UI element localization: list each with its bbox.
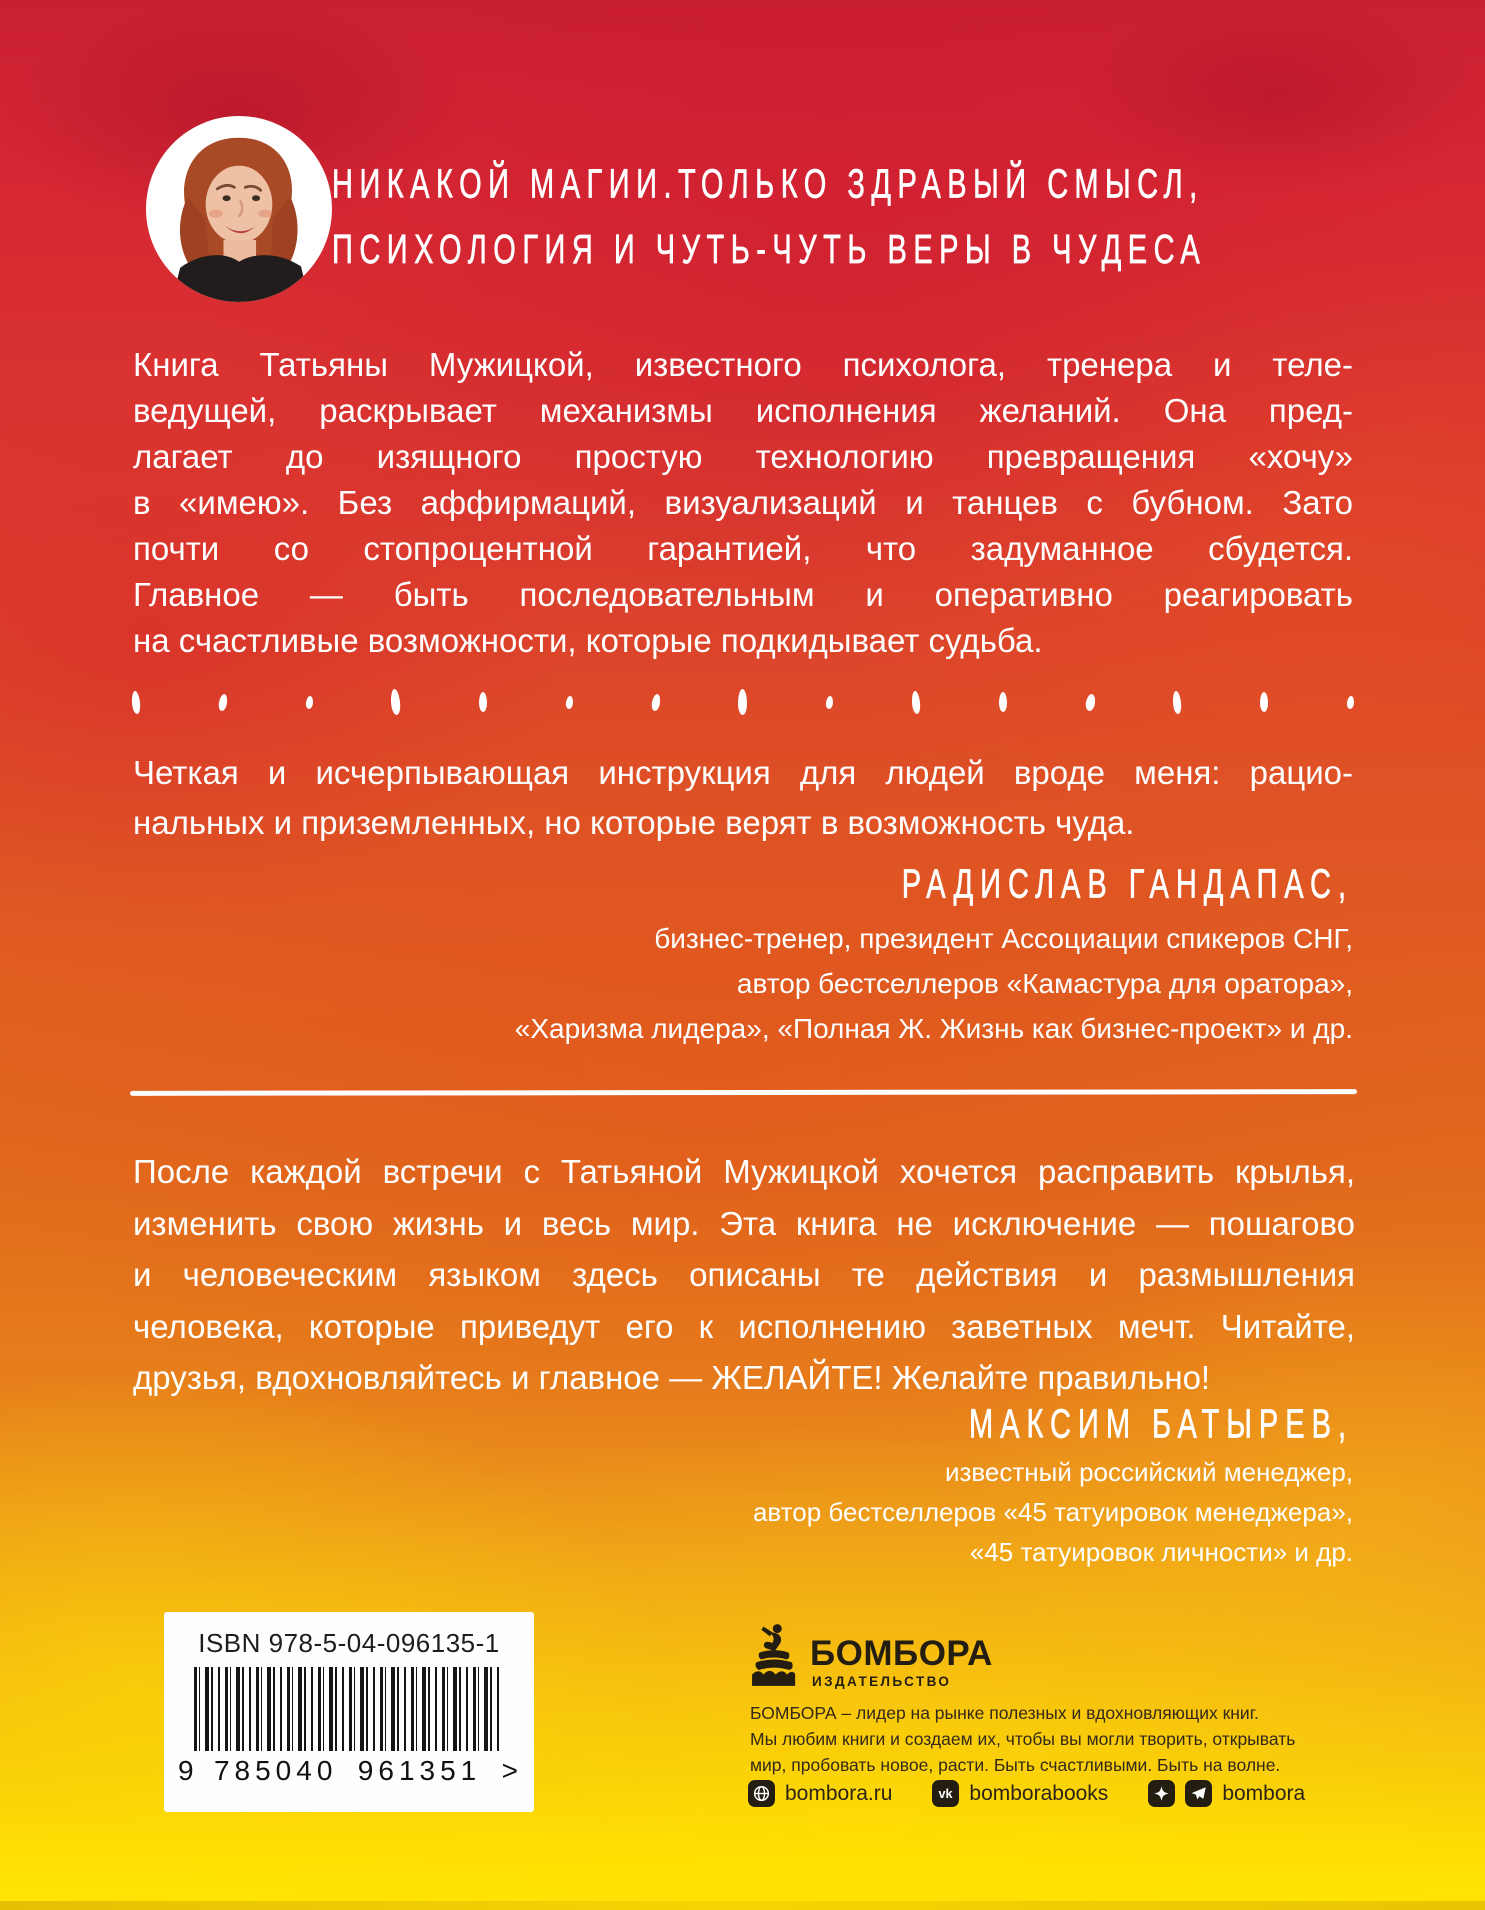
- dot-mark: [911, 690, 921, 714]
- publisher-subtitle: ИЗДАТЕЛЬСТВО: [812, 1674, 952, 1689]
- text-line: БОМБОРА – лидер на рынке полезных и вдохновляющих книг.: [750, 1703, 1259, 1723]
- endorsement-author-2-name: МАКСИМ БАТЫРЕВ,: [968, 1402, 1353, 1448]
- dot-mark: [650, 693, 661, 711]
- dot-mark: [390, 689, 401, 716]
- social-channels: [1148, 1780, 1305, 1807]
- publisher-description: [750, 1700, 1370, 1778]
- barcode-digit-prefix: 9: [178, 1755, 194, 1786]
- text-line: в «имею». Без аффирмаций, визуализаций и танцев с бубном. Зато: [133, 484, 1353, 521]
- social-website: [748, 1780, 892, 1807]
- isbn-box: [164, 1612, 534, 1812]
- endorsement-author-2: [133, 1402, 1353, 1448]
- text-line: почти со стопроцентной гарантией, что задуманное сбудется.: [133, 530, 1353, 567]
- publisher-name: БОМБОРА: [810, 1634, 993, 1673]
- dot-mark: [565, 695, 574, 709]
- dot-mark: [738, 689, 747, 715]
- dot-mark: [217, 693, 228, 711]
- text-line: и человеческим языком здесь описаны те действия и размышления: [133, 1256, 1355, 1293]
- endorsement-author-1: [133, 862, 1353, 908]
- endorsement-author-1-name: РАДИСЛАВ ГАНДАПАС,: [901, 862, 1353, 908]
- text-line: ведущей, раскрывает механизмы исполнения желаний. Она пред-: [133, 392, 1353, 429]
- text-line: на счастливые возможности, которые подкидывает судьба.: [133, 622, 1043, 659]
- bombora-surfer-logo-icon: [748, 1622, 800, 1688]
- dot-mark: [305, 695, 314, 709]
- dot-mark: [131, 690, 141, 714]
- text-line: человека, которые приведут его к исполнению заветных мечт. Читайте,: [133, 1307, 1355, 1345]
- dot-mark: [1260, 692, 1268, 712]
- tagline-line-2: ПСИХОЛОГИЯ И ЧУТЬ-ЧУТЬ ВЕРЫ В ЧУДЕСА: [332, 227, 1207, 273]
- section-divider: [130, 1089, 1357, 1095]
- text-line: лагает до изящного простую технологию превращения «хочу»: [133, 438, 1353, 475]
- text-line: нальных и приземленных, но которые верят в возможность чуда.: [133, 804, 1135, 841]
- dot-mark: [1172, 690, 1182, 714]
- barcode-digits: [178, 1755, 518, 1787]
- dot-mark: [1346, 695, 1355, 709]
- text-line: Мы любим книги и создаем их, чтобы вы могли творить, открывать: [750, 1729, 1296, 1749]
- text-line: Книга Татьяны Мужицкой, известного психолога, тренера и теле-: [133, 346, 1353, 383]
- dot-mark: [479, 692, 487, 712]
- text-line: мир, пробовать новое, расти. Быть счастливыми. Быть на волне.: [750, 1755, 1281, 1775]
- endorsement-quote-2: [133, 1146, 1355, 1404]
- vk-icon: [932, 1780, 959, 1807]
- svg-text:vk: vk: [938, 1787, 953, 1802]
- globe-icon: [748, 1780, 775, 1807]
- channels-label: bombora: [1222, 1781, 1306, 1805]
- dot-mark: [825, 695, 834, 709]
- text-line: Четкая и исчерпывающая инструкция для людей вроде меня: рацио-: [133, 754, 1353, 791]
- text-line: изменить свою жизнь и весь мир. Эта книга не исключение — пошагово: [133, 1204, 1355, 1242]
- barcode: [194, 1667, 504, 1751]
- text-line: бизнес-тренер, президент Ассоциации спикеров СНГ,: [654, 923, 1353, 954]
- zen-icon: [1148, 1780, 1175, 1807]
- text-line: известный российский менеджер,: [944, 1457, 1353, 1487]
- publisher-social-row: [748, 1780, 1305, 1807]
- endorsement-quote-1: [133, 748, 1353, 848]
- text-line: друзья, вдохновляйтесь и главное — ЖЕЛАЙТЕ! Желайте правильно!: [133, 1359, 1211, 1396]
- isbn-label: ISBN 978-5-04-096135-1: [198, 1628, 500, 1658]
- endorsement-credentials-1: [133, 916, 1353, 1051]
- endorsement-credentials-2: [133, 1452, 1353, 1572]
- social-vk: [932, 1780, 1108, 1807]
- dotted-divider: [132, 688, 1354, 716]
- text-line: автор бестселлеров «45 татуировок менеджера»,: [752, 1497, 1353, 1527]
- text-line: «Харизма лидера», «Полная Ж. Жизнь как бизнес-проект» и др.: [514, 1013, 1353, 1044]
- telegram-icon: [1185, 1780, 1212, 1807]
- tagline-line-1: НИКАКОЙ МАГИИ.ТОЛЬКО ЗДРАВЫЙ СМЫСЛ,: [332, 161, 1204, 208]
- website-label: bombora.ru: [785, 1781, 893, 1805]
- barcode-arrow: >: [501, 1755, 518, 1786]
- barcode-digit-group-1: 785040: [213, 1755, 338, 1786]
- text-line: «45 татуировок личности» и др.: [969, 1537, 1353, 1567]
- author-avatar: [146, 116, 332, 302]
- dot-mark: [1084, 693, 1096, 711]
- text-line: После каждой встречи с Татьяной Мужицкой хочется расправить крылья,: [133, 1153, 1355, 1190]
- text-line: Главное — быть последовательным и оперативно реагировать: [133, 576, 1353, 613]
- annotation-paragraph: [133, 342, 1353, 664]
- barcode-digit-group-2: 961351: [357, 1755, 482, 1786]
- vk-label: bomborabooks: [969, 1781, 1109, 1805]
- text-line: автор бестселлеров «Камастура для оратора»,: [736, 968, 1353, 999]
- tagline: [332, 152, 1206, 283]
- dot-mark: [999, 692, 1007, 712]
